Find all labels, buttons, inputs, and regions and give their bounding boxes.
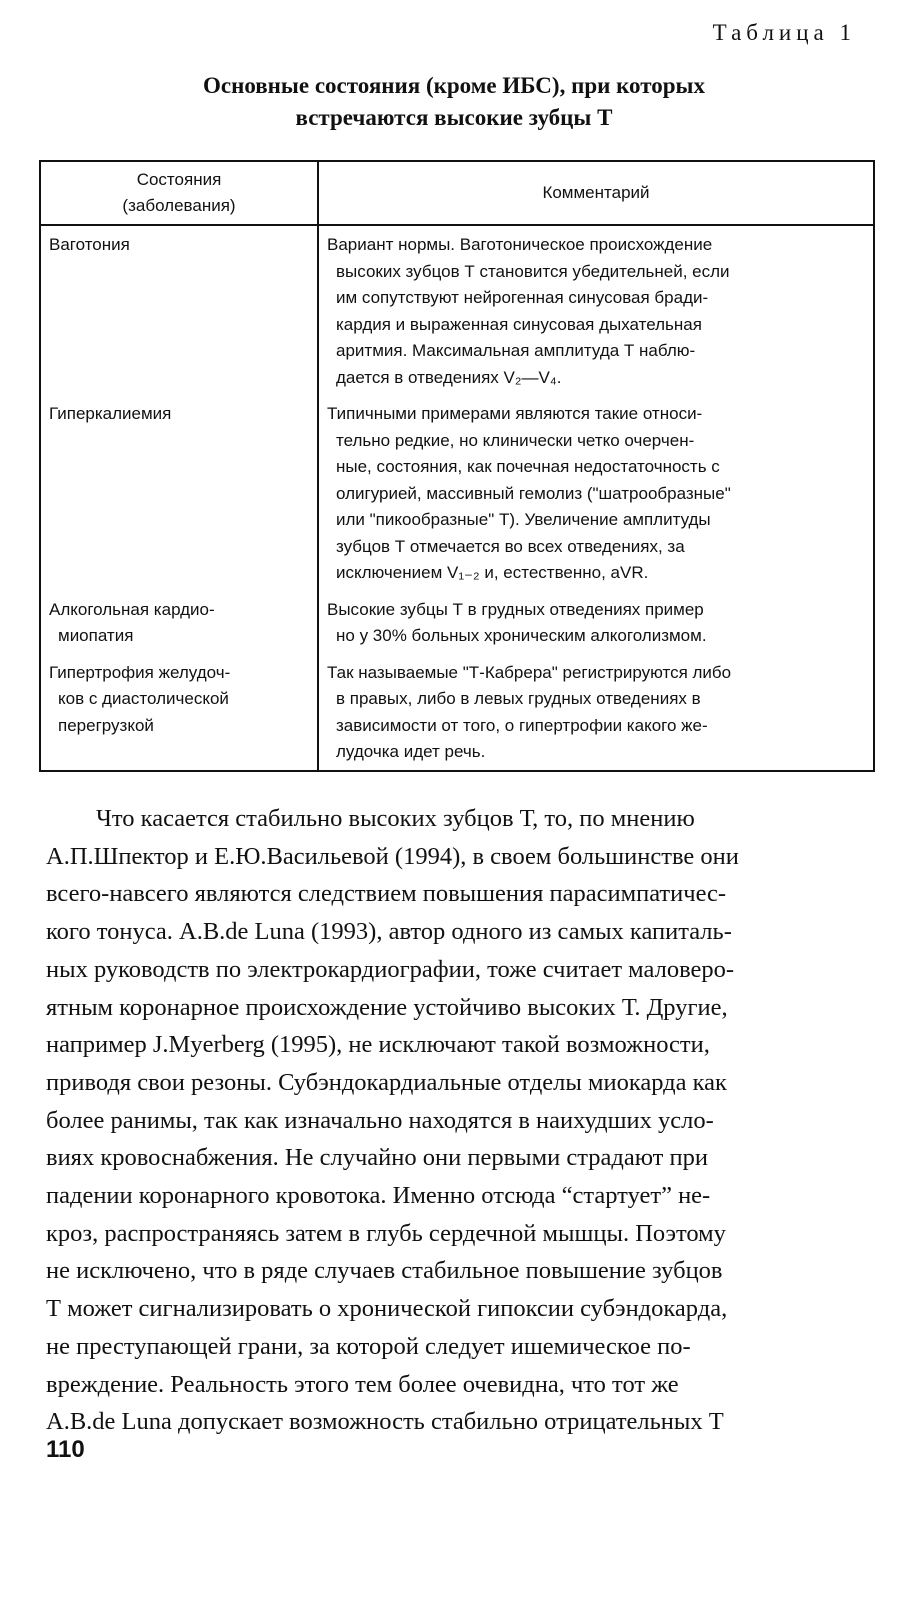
body-line: ных руководств по электрокардиографии, тоже считает маловеро-	[46, 955, 735, 983]
body-line: более ранимы, так как изначально находятся в наихудших усло-	[46, 1106, 714, 1134]
table-number-label: Таблица 1	[712, 20, 856, 45]
condition-line: перегрузкой	[58, 715, 154, 735]
condition-line: Ваготония	[49, 235, 130, 254]
body-line: А.В.de Luna допускает возможность стабильно отрицательных Т	[46, 1408, 724, 1436]
comment-line: тельно редкие, но клинически четко очерчен-	[336, 430, 695, 450]
table-title	[0, 70, 908, 134]
comment-line: Высокие зубцы Т в грудных отведениях пример	[327, 599, 704, 619]
comment-cell	[318, 225, 874, 395]
comment-line: дается в отведениях V₂—V₄.	[336, 367, 562, 387]
table-row	[40, 654, 874, 771]
condition-cell	[40, 591, 318, 654]
header-condition	[40, 161, 318, 225]
condition-cell	[40, 654, 318, 771]
table-header-row	[40, 161, 874, 225]
comment-line: или "пикообразные" Т). Увеличение амплитуды	[336, 510, 711, 529]
comment-line: кардия и выраженная синусовая дыхательная	[336, 314, 702, 334]
body-line: не исключено, что в ряде случаев стабильное повышение зубцов	[46, 1257, 723, 1285]
body-line: ятным коронарное происхождение устойчиво высоких Т. Другие,	[46, 993, 728, 1021]
comment-line: Вариант нормы. Ваготоническое происхождение	[327, 235, 713, 254]
body-line: вреждение. Реальность этого тем более очевидна, что тот же	[46, 1370, 679, 1398]
comment-line: Так называемые "Т-Кабрера" регистрируются либо	[327, 662, 732, 682]
table-title-line: встречаются высокие зубцы Т	[295, 105, 613, 130]
condition-line: Алкогольная кардио-	[49, 599, 215, 619]
comment-line: высоких зубцов Т становится убедительней, если	[336, 261, 730, 281]
body-line: приводя свои резоны. Субэндокардиальные отделы миокарда как	[46, 1068, 727, 1096]
comment-line: олигурией, массивный гемолиз ("шатрообразные"	[336, 483, 731, 503]
comment-line: лудочка идет речь.	[336, 742, 486, 761]
body-line: кого тонуса. А.В.de Luna (1993), автор одного из самых капиталь-	[46, 918, 732, 946]
header-line: Состояния	[136, 169, 222, 189]
table-title-line: Основные состояния (кроме ИБС), при которых	[202, 73, 705, 98]
body-line: падении коронарного кровотока. Именно отсюда “стартует” не-	[46, 1182, 711, 1210]
comment-line: но у 30% больных хроническим алкоголизмом.	[336, 626, 707, 645]
body-line: например J.Myerberg (1995), не исключают такой возможности,	[46, 1031, 710, 1059]
text-run: Что касается стабильно высоких зубцов Т, то, по мнению	[96, 805, 695, 832]
body-line: не преступающей грани, за которой следует ишемическое по-	[46, 1332, 691, 1360]
body-line: Т может сигнализировать о хронической гипоксии субэндокарда,	[46, 1295, 728, 1323]
comment-line: им сопутствуют нейрогенная синусовая бради-	[336, 288, 709, 307]
body-line: всего-навсего являются следствием повышения парасимпатичес-	[46, 880, 727, 908]
comment-line: ные, состояния, как почечная недостаточность с	[336, 457, 720, 476]
body-line	[46, 800, 866, 838]
header-line: (заболевания)	[122, 196, 236, 215]
comment-line: аритмия. Максимальная амплитуда Т наблю-	[336, 341, 696, 360]
page-number: 110	[46, 1436, 85, 1463]
comment-cell	[318, 591, 874, 654]
header-comment: Комментарий	[318, 161, 874, 225]
body-line: кроз, распространяясь затем в глубь сердечной мышцы. Поэтому	[46, 1219, 726, 1247]
comment-line: в правых, либо в левых грудных отведениях в	[336, 689, 701, 708]
body-text	[46, 800, 866, 1441]
table-row	[40, 225, 874, 395]
condition-cell	[40, 395, 318, 591]
condition-cell	[40, 225, 318, 395]
comment-cell	[318, 654, 874, 771]
table-row	[40, 591, 874, 654]
comment-line: зависимости от того, о гипертрофии какого же-	[336, 715, 708, 735]
conditions-table	[39, 160, 875, 772]
comment-line: зубцов Т отмечается во всех отведениях, за	[336, 536, 685, 556]
condition-line: ков с диастолической	[58, 689, 229, 708]
comment-cell	[318, 395, 874, 591]
comment-line: исключением V₁₋₂ и, естественно, aVR.	[336, 563, 649, 582]
body-line: виях кровоснабжения. Не случайно они первыми страдают при	[46, 1144, 708, 1172]
condition-line: Гиперкалиемия	[49, 404, 172, 423]
comment-line: Типичными примерами являются такие относи-	[327, 404, 703, 423]
condition-line: миопатия	[58, 626, 134, 645]
body-line: А.П.Шпектор и Е.Ю.Васильевой (1994), в своем большинстве они	[46, 842, 739, 870]
condition-line: Гипертрофия желудоч-	[49, 662, 231, 682]
table-row	[40, 395, 874, 591]
